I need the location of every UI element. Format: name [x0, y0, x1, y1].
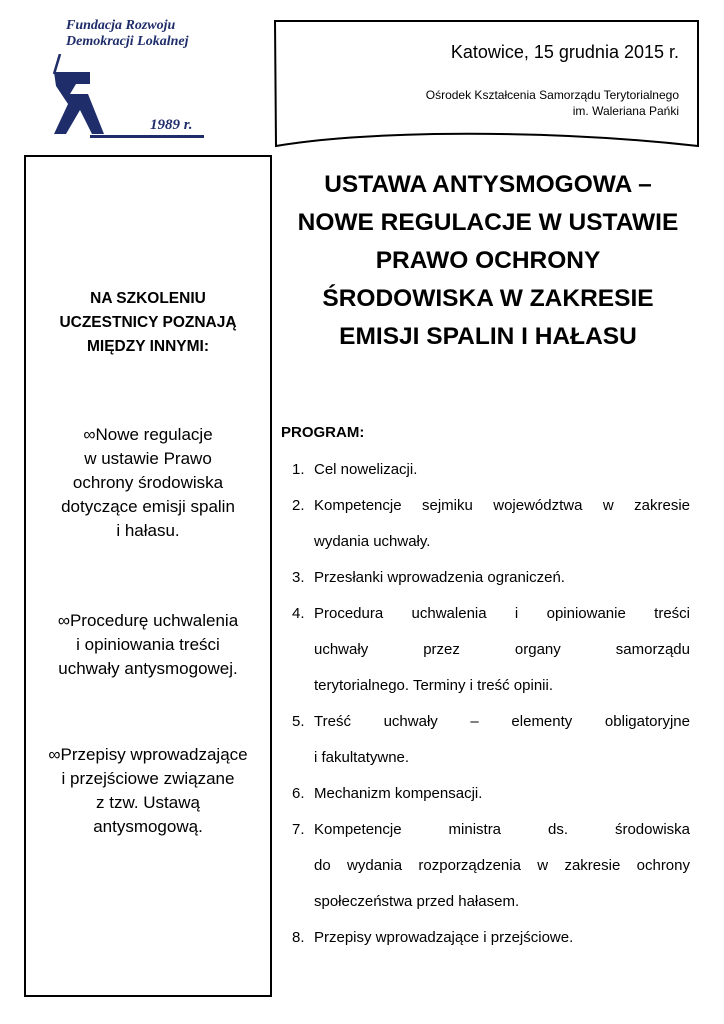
program-item: [292, 560, 690, 596]
infinity-bullet-icon: ∞: [83, 425, 96, 444]
title-line: PRAWO OCHRONY: [375, 247, 601, 274]
sidebar-item: [26, 743, 270, 839]
program-item: [292, 704, 690, 776]
program-item: [292, 452, 690, 488]
program-item-text: [314, 488, 690, 560]
program-item-text: [314, 776, 690, 812]
program-item-number: 1.: [292, 461, 305, 478]
logo-year: 1989 r.: [150, 117, 193, 133]
sidebar-item-line: ∞Nowe regulacje: [83, 425, 213, 444]
organization-name-line1: Ośrodek Kształcenia Samorządu Terytorialnego: [425, 88, 679, 102]
program-item-line: Przepisy wprowadzające i przejściowe.: [314, 929, 574, 946]
sidebar-item-line: z tzw. Ustawą: [96, 793, 200, 812]
title-line: ŚRODOWISKA W ZAKRESIE: [322, 285, 654, 312]
organization-name-line2: im. Waleriana Pańki: [572, 104, 679, 118]
program-item-text: [314, 920, 690, 956]
program-item-number: 2.: [292, 497, 305, 514]
sidebar-heading-line: NA SZKOLENIU: [90, 290, 206, 307]
program-item-number: 8.: [292, 929, 305, 946]
program-item-text: [314, 812, 690, 920]
sidebar-item-line: w ustawie Prawo: [84, 449, 212, 468]
sidebar-item-line: ochrony środowiska: [72, 473, 224, 492]
title-line: USTAWA ANTYSMOGOWA –: [324, 171, 652, 198]
program-item-text: [314, 596, 690, 704]
program-item-line: Treść uchwały – elementy obligatoryjne: [314, 713, 690, 730]
program-item-line: i fakultatywne.: [314, 749, 410, 766]
program-item-line: Procedura uchwalenia i opiniowanie treści: [314, 605, 690, 622]
sidebar-item-line: antysmogową.: [93, 817, 203, 836]
program-label: PROGRAM:: [281, 424, 365, 441]
program-item-line: Kompetencje ministra ds. środowiska: [314, 821, 690, 838]
program-item-line: wydania uchwały.: [314, 533, 431, 550]
logo-name-line2: Demokracji Lokalnej: [66, 34, 189, 49]
program-item-text: [314, 452, 690, 488]
logo-divider: [90, 135, 204, 138]
program-item-line: Cel nowelizacji.: [314, 461, 418, 478]
infinity-bullet-icon: ∞: [57, 611, 70, 630]
foundation-logo: [40, 14, 220, 144]
sidebar-item-line: ∞Procedurę uchwalenia: [57, 611, 239, 630]
sidebar-item: [26, 609, 270, 681]
program-item-number: 3.: [292, 569, 305, 586]
title-line: EMISJI SPALIN I HAŁASU: [339, 323, 637, 350]
main-title: [278, 166, 698, 356]
program-item: [292, 488, 690, 560]
sidebar-item-line: dotyczące emisji spalin: [61, 497, 235, 516]
program-item-line: Kompetencje sejmiku województwa w zakresie: [314, 497, 690, 514]
program-item-number: 5.: [292, 713, 305, 730]
title-line: NOWE REGULACJE W USTAWIE: [297, 209, 679, 236]
sidebar-heading-line: MIĘDZY INNYMI:: [87, 338, 209, 355]
program-item-line: do wydania rozporządzenia w zakresie ochrony: [314, 857, 690, 874]
program-item-text: [314, 560, 690, 596]
sidebar-heading-line: UCZESTNICY POZNAJĄ: [59, 314, 237, 331]
program-item-line: społeczeństwa przed hałasem.: [314, 893, 520, 910]
sidebar-item-line: i hałasu.: [116, 521, 180, 540]
program-item: [292, 920, 690, 956]
sidebar-item: [26, 423, 270, 543]
program-item: [292, 596, 690, 704]
sidebar-item-line: i przejściowe związane: [61, 769, 235, 788]
program-item-text: [314, 704, 690, 776]
program-item: [292, 776, 690, 812]
program-item-number: 7.: [292, 821, 305, 838]
infinity-bullet-icon: ∞: [48, 745, 61, 764]
program-item-number: 4.: [292, 605, 305, 622]
sidebar-heading: [26, 287, 270, 359]
program-item: [292, 812, 690, 920]
document-date: Katowice, 15 grudnia 2015 r.: [450, 42, 679, 62]
sidebar-item-line: uchwały antysmogowej.: [58, 659, 238, 678]
program-item-line: Przesłanki wprowadzenia ograniczeń.: [314, 569, 565, 586]
logo-name-line1: Fundacja Rozwoju: [66, 18, 176, 33]
header-frame: [274, 20, 699, 150]
program-list: [292, 452, 690, 956]
logo-name: [66, 18, 189, 50]
sidebar-box: [24, 155, 272, 997]
sidebar-item-line: ∞Przepisy wprowadzające: [48, 745, 248, 764]
program-item-line: terytorialnego. Terminy i treść opinii.: [314, 677, 553, 694]
sidebar-item-line: i opiniowania treści: [76, 635, 220, 654]
person-figure-icon: [48, 54, 108, 136]
header-box: [274, 20, 699, 150]
program-item-line: Mechanizm kompensacji.: [314, 785, 483, 802]
program-item-number: 6.: [292, 785, 305, 802]
program-item-line: uchwały przez organy samorządu: [314, 641, 690, 658]
